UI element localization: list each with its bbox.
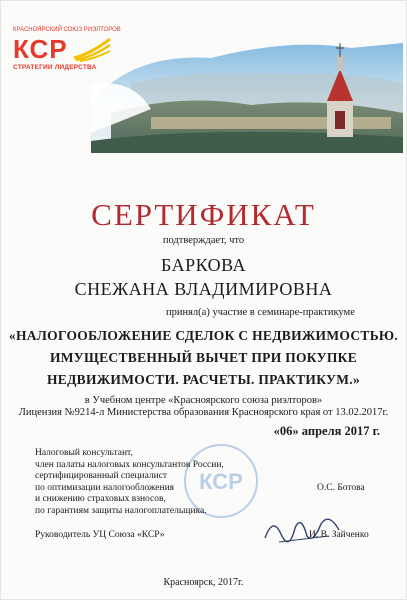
participation-text: принял(а) участие в семинаре-практикуме xyxy=(166,307,355,318)
confirms-text: подтверждает, что xyxy=(162,235,245,246)
recipient-given-names: СНЕЖАНА ВЛАДИМИРОВНА xyxy=(74,279,333,299)
recipient-surname: БАРКОВА xyxy=(160,255,247,275)
consultant-line: по оптимизации налогообложения xyxy=(35,482,175,493)
logo-top-text: КРАСНОЯРСКИЙ СОЮЗ РИЭЛТОРОВ xyxy=(13,27,121,33)
consultant-line: Налоговый консультант, xyxy=(35,448,133,458)
consultant-line: член палаты налоговых консультантов России, xyxy=(35,459,224,470)
certificate-title: СЕРТИФИКАТ xyxy=(91,197,316,232)
director-signature-icon xyxy=(259,506,349,548)
consultant-line: и снижению страховых взносов, xyxy=(35,494,166,504)
topic-line-3: НЕДВИЖИМОСТИ. РАСЧЕТЫ. ПРАКТИКУМ.» xyxy=(46,372,361,387)
consultant-name: О.С. Ботова xyxy=(317,483,365,493)
consultant-line: сертифицированный специалист xyxy=(35,471,168,481)
footer-place-year: Красноярск, 2017г. xyxy=(163,577,244,588)
consultant-credentials xyxy=(35,448,224,517)
director-title: Руководитель УЦ Союза «КСР» xyxy=(35,530,165,540)
certificate-date: «06» апреля 2017 г. xyxy=(273,424,380,438)
director-name: И. В. Зайченко xyxy=(309,530,369,540)
license-text: Лицензия №9214-л Министерства образования Красноярского края от 13.02.2017г. xyxy=(18,407,389,418)
topic-line-1: «НАЛОГООБЛОЖЕНИЕ СДЕЛОК С НЕДВИЖИМОСТЬЮ. xyxy=(8,328,399,343)
city-panorama-image xyxy=(91,13,403,153)
logo-bottom-text: СТРАТЕГИИ ЛИДЕРСТВА xyxy=(13,64,97,71)
logo-mark: КСР xyxy=(13,34,68,64)
topic-line-2: ИМУЩЕСТВЕННЫЙ ВЫЧЕТ ПРИ ПОКУПКЕ xyxy=(49,350,358,365)
training-center-text: в Учебном центре «Красноярского союза риэлторов» xyxy=(84,395,323,406)
consultant-line: по гарантиям защиты налогоплательщика. xyxy=(35,505,207,516)
stamp-text: КСР xyxy=(199,469,243,494)
